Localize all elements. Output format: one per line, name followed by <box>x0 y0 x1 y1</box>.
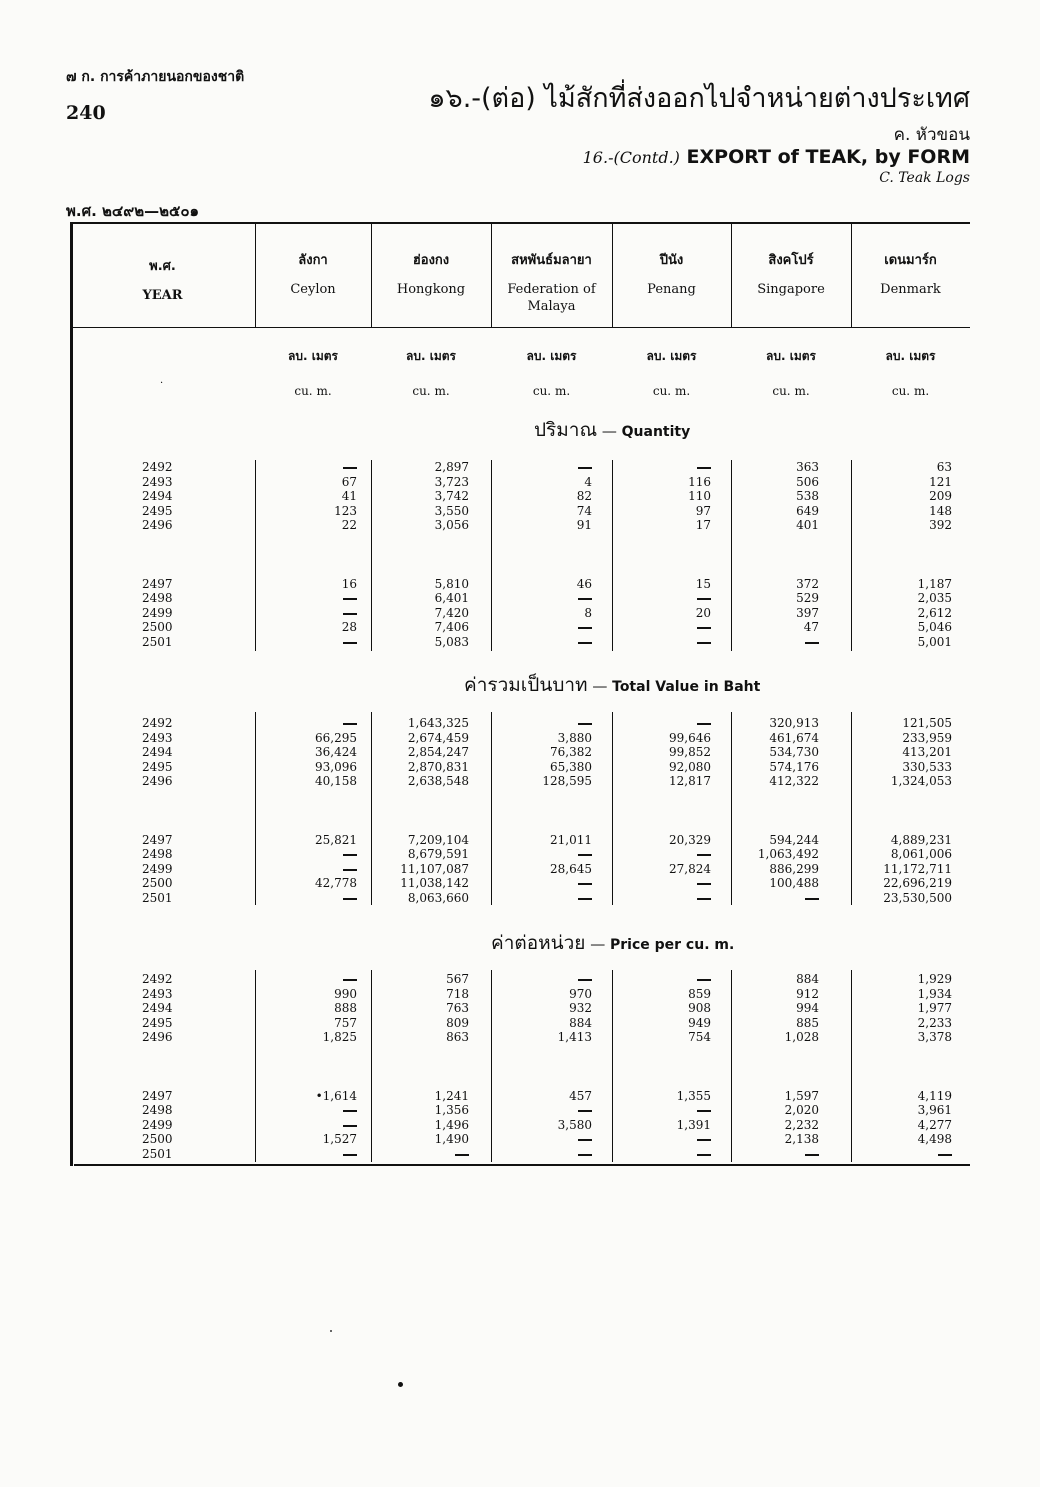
unit-thai: ลบ. เมตร <box>646 349 697 363</box>
column-header-thai: ปีนัง <box>659 253 684 268</box>
table-cell: 1,413 <box>557 1030 592 1044</box>
table-cell: 93,096 <box>315 759 357 774</box>
dash-text <box>578 1132 590 1146</box>
table-cell: 529 <box>796 591 819 605</box>
table-cell: 1,825 <box>322 1030 357 1044</box>
stray-dot: · <box>160 378 164 389</box>
table-cell: 2,020 <box>784 1103 819 1117</box>
table-cell: 401 <box>796 518 819 532</box>
table-cell: 25,821 <box>315 832 357 847</box>
table-cell: 110 <box>688 489 711 503</box>
dash-text <box>578 1103 590 1117</box>
table-cell: 22,696,219 <box>883 876 952 890</box>
dash-value <box>805 898 819 900</box>
dash-text <box>578 876 590 890</box>
table-cell: 567 <box>446 972 469 986</box>
year-cell: 2496 <box>142 1030 173 1044</box>
unit-label <box>371 347 491 398</box>
table-cell: 2,674,459 <box>407 730 469 745</box>
dash-value <box>578 723 592 725</box>
table-cell: 27,824 <box>669 861 711 876</box>
dash-value <box>578 1110 592 1112</box>
section-title-separator: — <box>597 422 622 440</box>
table-cell: 4,498 <box>917 1132 952 1146</box>
year-cell: 2497 <box>142 1088 173 1103</box>
table-cell: 99,852 <box>669 745 711 759</box>
year-cell: 2501 <box>142 634 173 649</box>
table-cell: 91 <box>576 518 592 532</box>
table-cell: 41 <box>341 489 357 503</box>
column-header-singapore <box>731 252 851 298</box>
page-title-english <box>583 146 970 168</box>
stray-mark <box>398 1382 403 1387</box>
column-header-english: Federation of Malaya <box>507 282 596 314</box>
table-cell: 148 <box>929 503 952 518</box>
table-cell: 718 <box>446 986 469 1001</box>
table-cell: 413,201 <box>902 745 952 759</box>
table-cell: 74 <box>576 503 592 518</box>
column-header-thai: ฮ่องกง <box>412 253 450 268</box>
dash-text <box>805 891 817 905</box>
table-cell: 457 <box>569 1088 592 1103</box>
table-cell: 15 <box>695 576 711 591</box>
year-cell: 2498 <box>142 1103 173 1117</box>
table-cell: 763 <box>446 1001 469 1015</box>
table-cell: 3,742 <box>434 489 469 503</box>
table-cell: 994 <box>796 1001 819 1015</box>
table-cell: 885 <box>796 1015 819 1030</box>
table-bottom-rule <box>74 1164 970 1166</box>
year-cell: 2492 <box>142 716 173 730</box>
year-cell: 2496 <box>142 774 173 788</box>
section-title-separator: — <box>587 677 613 695</box>
section-title-thai: ปริมาณ <box>534 419 598 441</box>
year-cell: 2500 <box>142 1132 173 1146</box>
header-bottom-rule <box>70 327 970 328</box>
section-title-separator: — <box>585 935 610 953</box>
table-cell: 2,035 <box>917 591 952 605</box>
year-cell: 2495 <box>142 1015 173 1030</box>
table-cell: 2,854,247 <box>407 745 469 759</box>
table-cell: 2,897 <box>434 460 469 474</box>
stray-tick <box>330 1330 332 1332</box>
dash-text <box>578 591 590 605</box>
table-cell: 2,232 <box>784 1117 819 1132</box>
column-header-english: Denmark <box>880 282 941 297</box>
dash-text <box>578 460 590 474</box>
table-cell: 233,959 <box>902 730 952 745</box>
section-label: ๗ ก. การค้าภายนอกของชาติ <box>66 69 245 85</box>
table-cell: 884 <box>796 972 819 986</box>
dash-value <box>343 1154 357 1156</box>
table-cell: 16 <box>341 576 357 591</box>
table-cell: 1,063,492 <box>757 847 819 861</box>
dash-value <box>578 467 592 469</box>
table-cell: 4,119 <box>917 1088 952 1103</box>
unit-english: cu. m. <box>772 384 810 398</box>
year-cell: 2499 <box>142 1117 173 1132</box>
dash-value <box>578 1139 592 1141</box>
section-title <box>464 670 760 700</box>
table-cell: 28 <box>341 620 357 634</box>
section-title <box>534 415 690 445</box>
table-cell: 100,488 <box>769 876 819 890</box>
page-subtitle-thai: ค. หัวขอน <box>893 125 970 145</box>
dash-value <box>455 1154 469 1156</box>
page-title-thai: ๑๖.-(ต่อ) ไม้สักที่ส่งออกไปจำหน่ายต่างประเทศ <box>428 83 970 114</box>
table-cell: 392 <box>929 518 952 532</box>
table-cell: 3,378 <box>917 1030 952 1044</box>
column-header-english: Ceylon <box>290 282 336 297</box>
unit-label <box>612 347 731 398</box>
table-cell: 28,645 <box>550 861 592 876</box>
table-cell: 3,723 <box>434 474 469 489</box>
table-cell: 330,533 <box>902 759 952 774</box>
table-left-border <box>70 222 73 1166</box>
unit-label <box>851 347 970 398</box>
dash-text <box>578 716 590 730</box>
table-cell: 886,299 <box>769 861 819 876</box>
table-cell: 757 <box>334 1015 357 1030</box>
table-cell: 97 <box>695 503 711 518</box>
year-cell: 2497 <box>142 576 173 591</box>
year-cell: 2494 <box>142 1001 173 1015</box>
title-prefix: 16.-(Contd.) <box>582 148 680 167</box>
unit-thai: ลบ. เมตร <box>406 349 456 363</box>
dash-value <box>578 883 592 885</box>
table-cell: 121 <box>929 474 952 489</box>
table-cell: 912 <box>796 986 819 1001</box>
table-cell: 949 <box>688 1015 711 1030</box>
table-cell: 990 <box>334 986 357 1001</box>
page-subtitle-english: C. Teak Logs <box>879 170 970 186</box>
dash-value <box>578 627 592 629</box>
table-cell: 3,961 <box>917 1103 952 1117</box>
table-cell: 99,646 <box>669 730 711 745</box>
table-cell: 884 <box>569 1015 592 1030</box>
table-cell: 121,505 <box>902 716 952 730</box>
table-cell: 888 <box>334 1001 357 1015</box>
table-cell: 128,595 <box>542 774 592 788</box>
table-cell: 1,496 <box>434 1117 469 1132</box>
year-cell: 2499 <box>142 861 173 876</box>
table-cell: 5,046 <box>917 620 952 634</box>
year-cell: 2494 <box>142 489 173 503</box>
table-cell: 574,176 <box>769 759 819 774</box>
table-cell: 7,406 <box>434 620 469 634</box>
table-cell: 42,778 <box>315 876 357 890</box>
column-header-federation-of-malaya <box>491 252 612 315</box>
table-cell: 7,420 <box>434 605 469 620</box>
dash-text <box>578 1147 590 1161</box>
table-cell: 40,158 <box>315 774 357 788</box>
column-header-english: Penang <box>647 282 696 297</box>
title-text: EXPORT of TEAK, by FORM <box>686 146 970 168</box>
table-cell: 11,172,711 <box>883 861 952 876</box>
table-cell: •1,614 <box>315 1088 357 1103</box>
table-cell: 754 <box>688 1030 711 1044</box>
table-cell: 11,107,087 <box>400 861 469 876</box>
dash-value <box>578 598 592 600</box>
table-cell: 1,934 <box>917 986 952 1001</box>
column-header-thai: สหพันธ์มลายา <box>511 253 592 268</box>
table-cell: 5,810 <box>434 576 469 591</box>
page-number: 240 <box>66 102 106 124</box>
table-cell: 2,138 <box>784 1132 819 1146</box>
year-cell: 2495 <box>142 503 173 518</box>
table-cell: 320,913 <box>769 716 819 730</box>
column-header-english: Singapore <box>757 282 825 297</box>
table-cell: 21,011 <box>550 832 592 847</box>
dash-text <box>578 635 590 649</box>
year-cell: 2501 <box>142 1146 173 1161</box>
table-cell: 3,580 <box>557 1117 592 1132</box>
table-cell: 8,063,660 <box>407 890 469 905</box>
table-cell: 1,324,053 <box>890 774 952 788</box>
unit-english: cu. m. <box>652 384 691 398</box>
year-cell: 2492 <box>142 460 173 474</box>
table-cell: 5,001 <box>917 634 952 649</box>
table-cell: 2,638,548 <box>407 774 469 788</box>
table-cell: 11,038,142 <box>400 876 469 890</box>
unit-english: cu. m. <box>891 384 930 398</box>
table-cell: 1,355 <box>676 1088 711 1103</box>
year-cell: 2498 <box>142 591 173 605</box>
table-cell: 594,244 <box>769 832 819 847</box>
table-cell: 4 <box>584 474 592 489</box>
section-title-english: Quantity <box>621 424 691 440</box>
table-cell: 17 <box>695 518 711 532</box>
unit-thai: ลบ. เมตร <box>885 349 936 363</box>
dash-value <box>805 642 819 644</box>
table-cell: 63 <box>936 460 952 474</box>
table-cell: 372 <box>796 576 819 591</box>
dash-value <box>697 898 711 900</box>
unit-english: cu. m. <box>412 384 450 398</box>
table-cell: 1,929 <box>917 972 952 986</box>
year-cell: 2501 <box>142 890 173 905</box>
year-cell: 2493 <box>142 474 173 489</box>
dash-value <box>697 642 711 644</box>
column-header-ceylon <box>255 252 371 298</box>
year-cell: 2499 <box>142 605 173 620</box>
dash-value <box>805 1154 819 1156</box>
table-cell: 1,391 <box>676 1117 711 1132</box>
table-cell: 4,277 <box>917 1117 952 1132</box>
table-cell: 8,061,006 <box>890 847 952 861</box>
dash-value <box>697 1154 711 1156</box>
table-cell: 534,730 <box>769 745 819 759</box>
year-cell: 2500 <box>142 876 173 890</box>
table-cell: 209 <box>929 489 952 503</box>
section-title-thai: ค่ารวมเป็นบาท <box>464 674 588 696</box>
column-header-thai: สิงคโปร์ <box>768 253 814 268</box>
year-column-header <box>70 258 255 304</box>
dash-value <box>578 1154 592 1156</box>
table-cell: 1,187 <box>917 576 952 591</box>
year-cell: 2495 <box>142 759 173 774</box>
year-cell: 2500 <box>142 620 173 634</box>
table-cell: 1,527 <box>322 1132 357 1146</box>
column-header-thai: ลังกา <box>298 253 328 268</box>
section-title <box>491 928 734 958</box>
table-cell: 46 <box>576 576 592 591</box>
table-cell: 12,817 <box>669 774 711 788</box>
table-cell: 67 <box>341 474 357 489</box>
table-cell: 461,674 <box>769 730 819 745</box>
table-cell: 1,356 <box>434 1103 469 1117</box>
table-cell: 1,241 <box>434 1088 469 1103</box>
unit-label <box>491 347 612 398</box>
year-cell: 2494 <box>142 745 173 759</box>
dash-text <box>578 891 590 905</box>
table-cell: 20 <box>695 605 711 620</box>
table-cell: 970 <box>569 986 592 1001</box>
year-cell: 2496 <box>142 518 173 532</box>
unit-label <box>255 347 371 398</box>
dash-value <box>578 898 592 900</box>
table-cell: 932 <box>569 1001 592 1015</box>
table-cell: 8 <box>584 605 592 620</box>
year-cell: 2493 <box>142 986 173 1001</box>
unit-english: cu. m. <box>532 384 571 398</box>
table-cell: 3,056 <box>434 518 469 532</box>
dash-text <box>455 1147 467 1161</box>
table-cell: 7,209,104 <box>407 832 469 847</box>
dash-text <box>805 635 817 649</box>
year-cell: 2498 <box>142 847 173 861</box>
column-header-denmark <box>851 252 970 298</box>
dash-value <box>938 1154 952 1156</box>
table-cell: 2,612 <box>917 605 952 620</box>
table-cell: 363 <box>796 460 819 474</box>
table-cell: 116 <box>688 474 711 489</box>
table-cell: 3,880 <box>557 730 592 745</box>
year-header-english: YEAR <box>142 288 183 303</box>
table-cell: 1,490 <box>434 1132 469 1146</box>
table-cell: 809 <box>446 1015 469 1030</box>
table-cell: 82 <box>576 489 592 503</box>
table-cell: 908 <box>688 1001 711 1015</box>
year-cell: 2497 <box>142 832 173 847</box>
column-header-hongkong <box>371 252 491 298</box>
table-cell: 8,679,591 <box>407 847 469 861</box>
table-cell: 66,295 <box>315 730 357 745</box>
year-header-thai: พ.ศ. <box>149 259 176 274</box>
unit-thai: ลบ. เมตร <box>526 349 577 363</box>
column-header-thai: เดนมาร์ก <box>884 253 937 268</box>
table-cell: 23,530,500 <box>883 890 952 905</box>
table-cell: 6,401 <box>434 591 469 605</box>
table-cell: 1,977 <box>917 1001 952 1015</box>
dash-text <box>578 620 590 634</box>
year-cell: 2492 <box>142 972 173 986</box>
dash-value <box>578 642 592 644</box>
section-title-thai: ค่าต่อหน่วย <box>491 932 586 954</box>
column-header-english: Hongkong <box>396 282 466 297</box>
table-cell: 506 <box>796 474 819 489</box>
dash-value <box>578 854 592 856</box>
table-cell: 1,643,325 <box>407 716 469 730</box>
dash-text <box>938 1147 950 1161</box>
dash-text <box>343 1147 355 1161</box>
table-cell: 538 <box>796 489 819 503</box>
table-cell: 65,380 <box>550 759 592 774</box>
table-cell: 4,889,231 <box>890 832 952 847</box>
table-cell: 20,329 <box>669 832 711 847</box>
dash-value <box>578 979 592 981</box>
table-cell: 2,233 <box>917 1015 952 1030</box>
table-cell: 76,382 <box>550 745 592 759</box>
table-cell: 412,322 <box>769 774 819 788</box>
table-top-rule <box>70 222 970 224</box>
section-title-english: Total Value in Baht <box>612 679 761 695</box>
dash-text <box>697 891 709 905</box>
dash-text <box>805 1147 817 1161</box>
column-header-penang <box>612 252 731 298</box>
unit-thai: ลบ. เมตร <box>766 349 816 363</box>
unit-english: cu. m. <box>294 384 332 398</box>
unit-thai: ลบ. เมตร <box>288 349 338 363</box>
table-cell: 1,597 <box>784 1088 819 1103</box>
table-cell: 1,028 <box>784 1030 819 1044</box>
table-cell: 36,424 <box>315 745 357 759</box>
dash-text <box>697 1147 709 1161</box>
dash-text <box>697 635 709 649</box>
table-cell: 863 <box>446 1030 469 1044</box>
year-cell: 2493 <box>142 730 173 745</box>
table-cell: 3,550 <box>434 503 469 518</box>
table-cell: 5,083 <box>434 634 469 649</box>
table-cell: 859 <box>688 986 711 1001</box>
dash-text <box>578 972 590 986</box>
section-title-english: Price per cu. m. <box>610 937 735 953</box>
table-cell: 397 <box>796 605 819 620</box>
table-cell: 92,080 <box>669 759 711 774</box>
table-cell: 2,870,831 <box>407 759 469 774</box>
table-cell: 123 <box>334 503 357 518</box>
table-cell: 47 <box>803 620 819 634</box>
table-cell: 22 <box>341 518 357 532</box>
period-label: พ.ศ. ๒๔๙๒—๒๕๐๑ <box>66 202 200 220</box>
unit-label <box>731 347 851 398</box>
dash-text <box>578 847 590 861</box>
table-cell: 649 <box>796 503 819 518</box>
